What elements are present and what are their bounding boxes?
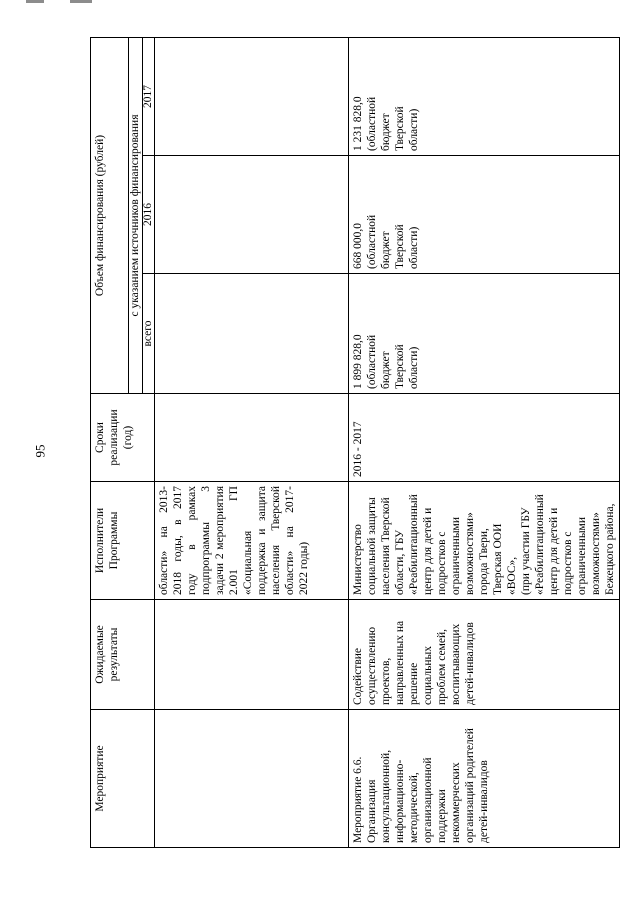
- header-2017: 2017: [143, 37, 155, 155]
- header-total: всего: [143, 274, 155, 394]
- program-table: [90, 37, 620, 848]
- cell-2016: 668 000,0 (областной бюджет Тверской области): [349, 156, 620, 274]
- header-funding: Объем финансирования (рублей): [91, 37, 129, 393]
- header-results: Ожидаемые результаты: [91, 600, 155, 710]
- rotated-page: [90, 38, 620, 848]
- header-measure: Мероприятие: [91, 710, 155, 848]
- table-row-continuation: [155, 37, 349, 847]
- page-number: 95: [32, 444, 48, 458]
- header-terms: Сроки реализации (год): [91, 394, 155, 482]
- cell-terms: 2016 - 2017: [349, 394, 620, 482]
- header-2016: 2016: [143, 156, 155, 274]
- cell-total: 1 899 828,0 (областной бюджет Тверской области): [349, 274, 620, 394]
- table-row-measure-6-6: [349, 37, 620, 847]
- cell-2017: 1 231 828,0 (областной бюджет Тверской области): [349, 37, 620, 155]
- scan-edge-marks: [0, 0, 640, 4]
- cell-results: Содействие осуществлению проектов, направленных на решение социальных проблем семей, воспитывающих детей-инвалидов: [349, 600, 620, 710]
- header-funding-sources: с указанием источников финансирования: [129, 37, 143, 393]
- cell-continuation-executors: области» на 2013-2018 годы, в 2017 году в рамках подпрограммы 3 задачи 2 мероприятия 2.001 ГП «Социальная поддержка и защита населения Тверской области» на 2017-2022 годы): [155, 482, 349, 600]
- cell-executors: Министерство социальной защиты населения Тверской области, ГБУ «Реабилитационный центр для детей и подростков с ограниченными возможностями» города Твери, Тверская ООИ «ВОС», (при участии ГБУ «Реабилитационный центр для детей и подростков с ограниченными возможностями» Бежецкого района,: [349, 482, 620, 600]
- header-executors: Исполнители Программы: [91, 482, 155, 600]
- cell-measure: Мероприятие 6.6. Организация консультационной, информационно- методической, организационной поддержки некоммерческих организаций родителей детей-инвалидов: [349, 710, 620, 848]
